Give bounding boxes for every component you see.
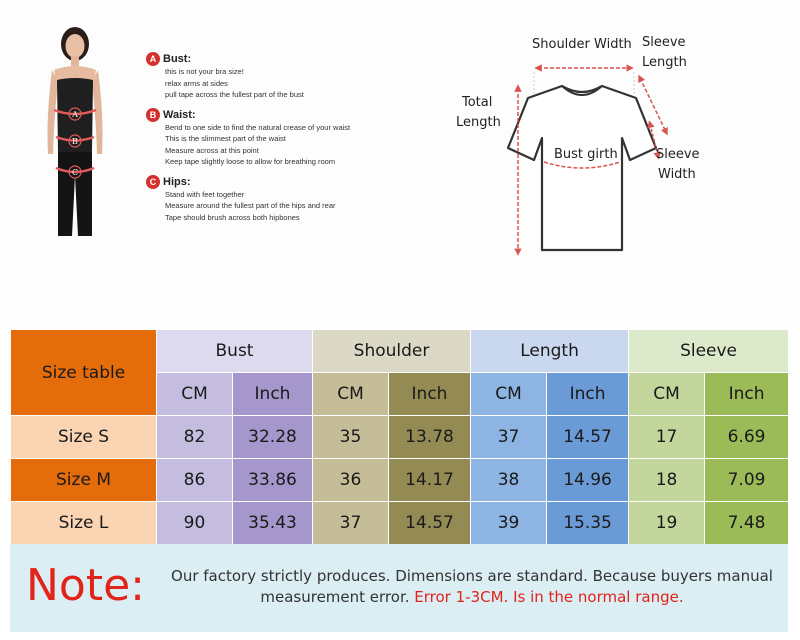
table-cell: 82 (157, 416, 233, 459)
instruction-line: Measure across at this point (165, 145, 259, 155)
sleeve-width-label-2: Width (658, 167, 696, 182)
size-table-label: Size table (11, 330, 157, 416)
badge-c: C (146, 175, 160, 189)
shoulder-header: Shoulder (313, 330, 471, 373)
hips-title: Hips: (163, 175, 191, 188)
size-label: Size S (11, 416, 157, 459)
bust-title: Bust: (163, 53, 192, 65)
note-text (160, 566, 784, 608)
table-cell: 14.96 (547, 459, 629, 502)
table-cell: 38 (471, 459, 547, 502)
shoulder-inch-header: Inch (389, 373, 471, 416)
instruction-line: Measure around the fullest part of the hips and rear (165, 201, 336, 210)
hips-instructions (146, 175, 406, 224)
table-cell: 14.57 (389, 502, 471, 545)
badge-b: B (146, 108, 160, 122)
note-label: Note: (26, 560, 145, 611)
bust-inch-header: Inch (233, 373, 313, 416)
instruction-line: Keep tape slightly loose to allow for breathing room (165, 157, 336, 166)
shoulder-cm-header: CM (313, 373, 389, 416)
table-cell: 6.69 (705, 416, 789, 459)
table-cell: 39 (471, 502, 547, 545)
table-row (11, 416, 789, 459)
length-cm-header: CM (471, 373, 547, 416)
size-table (10, 329, 789, 545)
note-text-red: Error 1-3CM. Is in the normal range. (414, 588, 684, 606)
bust-header: Bust (157, 330, 313, 373)
model-mark-c: C (71, 168, 79, 177)
table-cell: 19 (629, 502, 705, 545)
note-text-black: Our factory strictly produces. Dimensions are standard. Because buyers manual measurement error. (171, 567, 773, 606)
table-cell: 15.35 (547, 502, 629, 545)
table-cell: 37 (471, 416, 547, 459)
table-cell: 90 (157, 502, 233, 545)
size-label: Size M (11, 459, 157, 502)
tshirt-diagram (444, 20, 714, 280)
bust-girth-label: Bust girth (554, 147, 618, 162)
table-cell: 35.43 (233, 502, 313, 545)
table-row (11, 459, 789, 502)
measurement-instructions (146, 52, 406, 230)
sleeve-header: Sleeve (629, 330, 789, 373)
table-cell: 35 (313, 416, 389, 459)
instruction-line: relax arms at sides (165, 78, 228, 88)
instruction-line: Tape should brush across both hipbones (165, 212, 300, 222)
total-length-label: Total (462, 95, 493, 110)
instruction-line: Bend to one side to find the natural crease of your waist (165, 122, 351, 132)
table-cell: 13.78 (389, 416, 471, 459)
shoulder-width-label: Shoulder Width (532, 37, 632, 52)
size-label: Size L (11, 502, 157, 545)
waist-instructions (146, 108, 406, 168)
sleeve-inch-header: Inch (705, 373, 789, 416)
model-mark-b: B (72, 137, 78, 146)
sleeve-length-label-2: Length (642, 55, 687, 70)
model-figure (38, 26, 112, 240)
table-cell: 14.17 (389, 459, 471, 502)
instruction-line: this is not your bra size! (165, 67, 244, 76)
length-header: Length (471, 330, 629, 373)
sleeve-cm-header: CM (629, 373, 705, 416)
table-cell: 7.09 (705, 459, 789, 502)
table-cell: 17 (629, 416, 705, 459)
table-cell: 36 (313, 459, 389, 502)
note-panel (10, 544, 788, 632)
table-cell: 32.28 (233, 416, 313, 459)
badge-a: A (146, 52, 160, 66)
length-inch-header: Inch (547, 373, 629, 416)
sleeve-width-label: Sleeve (656, 147, 700, 162)
table-cell: 33.86 (233, 459, 313, 502)
table-cell: 37 (313, 502, 389, 545)
total-length-label-2: Length (456, 115, 501, 130)
table-cell: 7.48 (705, 502, 789, 545)
table-cell: 18 (629, 459, 705, 502)
bust-instructions (146, 52, 406, 101)
instruction-line: Stand with feet together (165, 189, 245, 199)
instruction-line: pull tape across the fullest part of the bust (165, 90, 304, 99)
sleeve-length-label: Sleeve (642, 35, 686, 50)
table-cell: 14.57 (547, 416, 629, 459)
table-cell: 86 (157, 459, 233, 502)
model-mark-a: A (72, 110, 78, 119)
waist-title: Waist: (163, 108, 196, 121)
table-row (11, 502, 789, 545)
bust-cm-header: CM (157, 373, 233, 416)
instruction-line: This is the slimmest part of the waist (165, 134, 286, 143)
